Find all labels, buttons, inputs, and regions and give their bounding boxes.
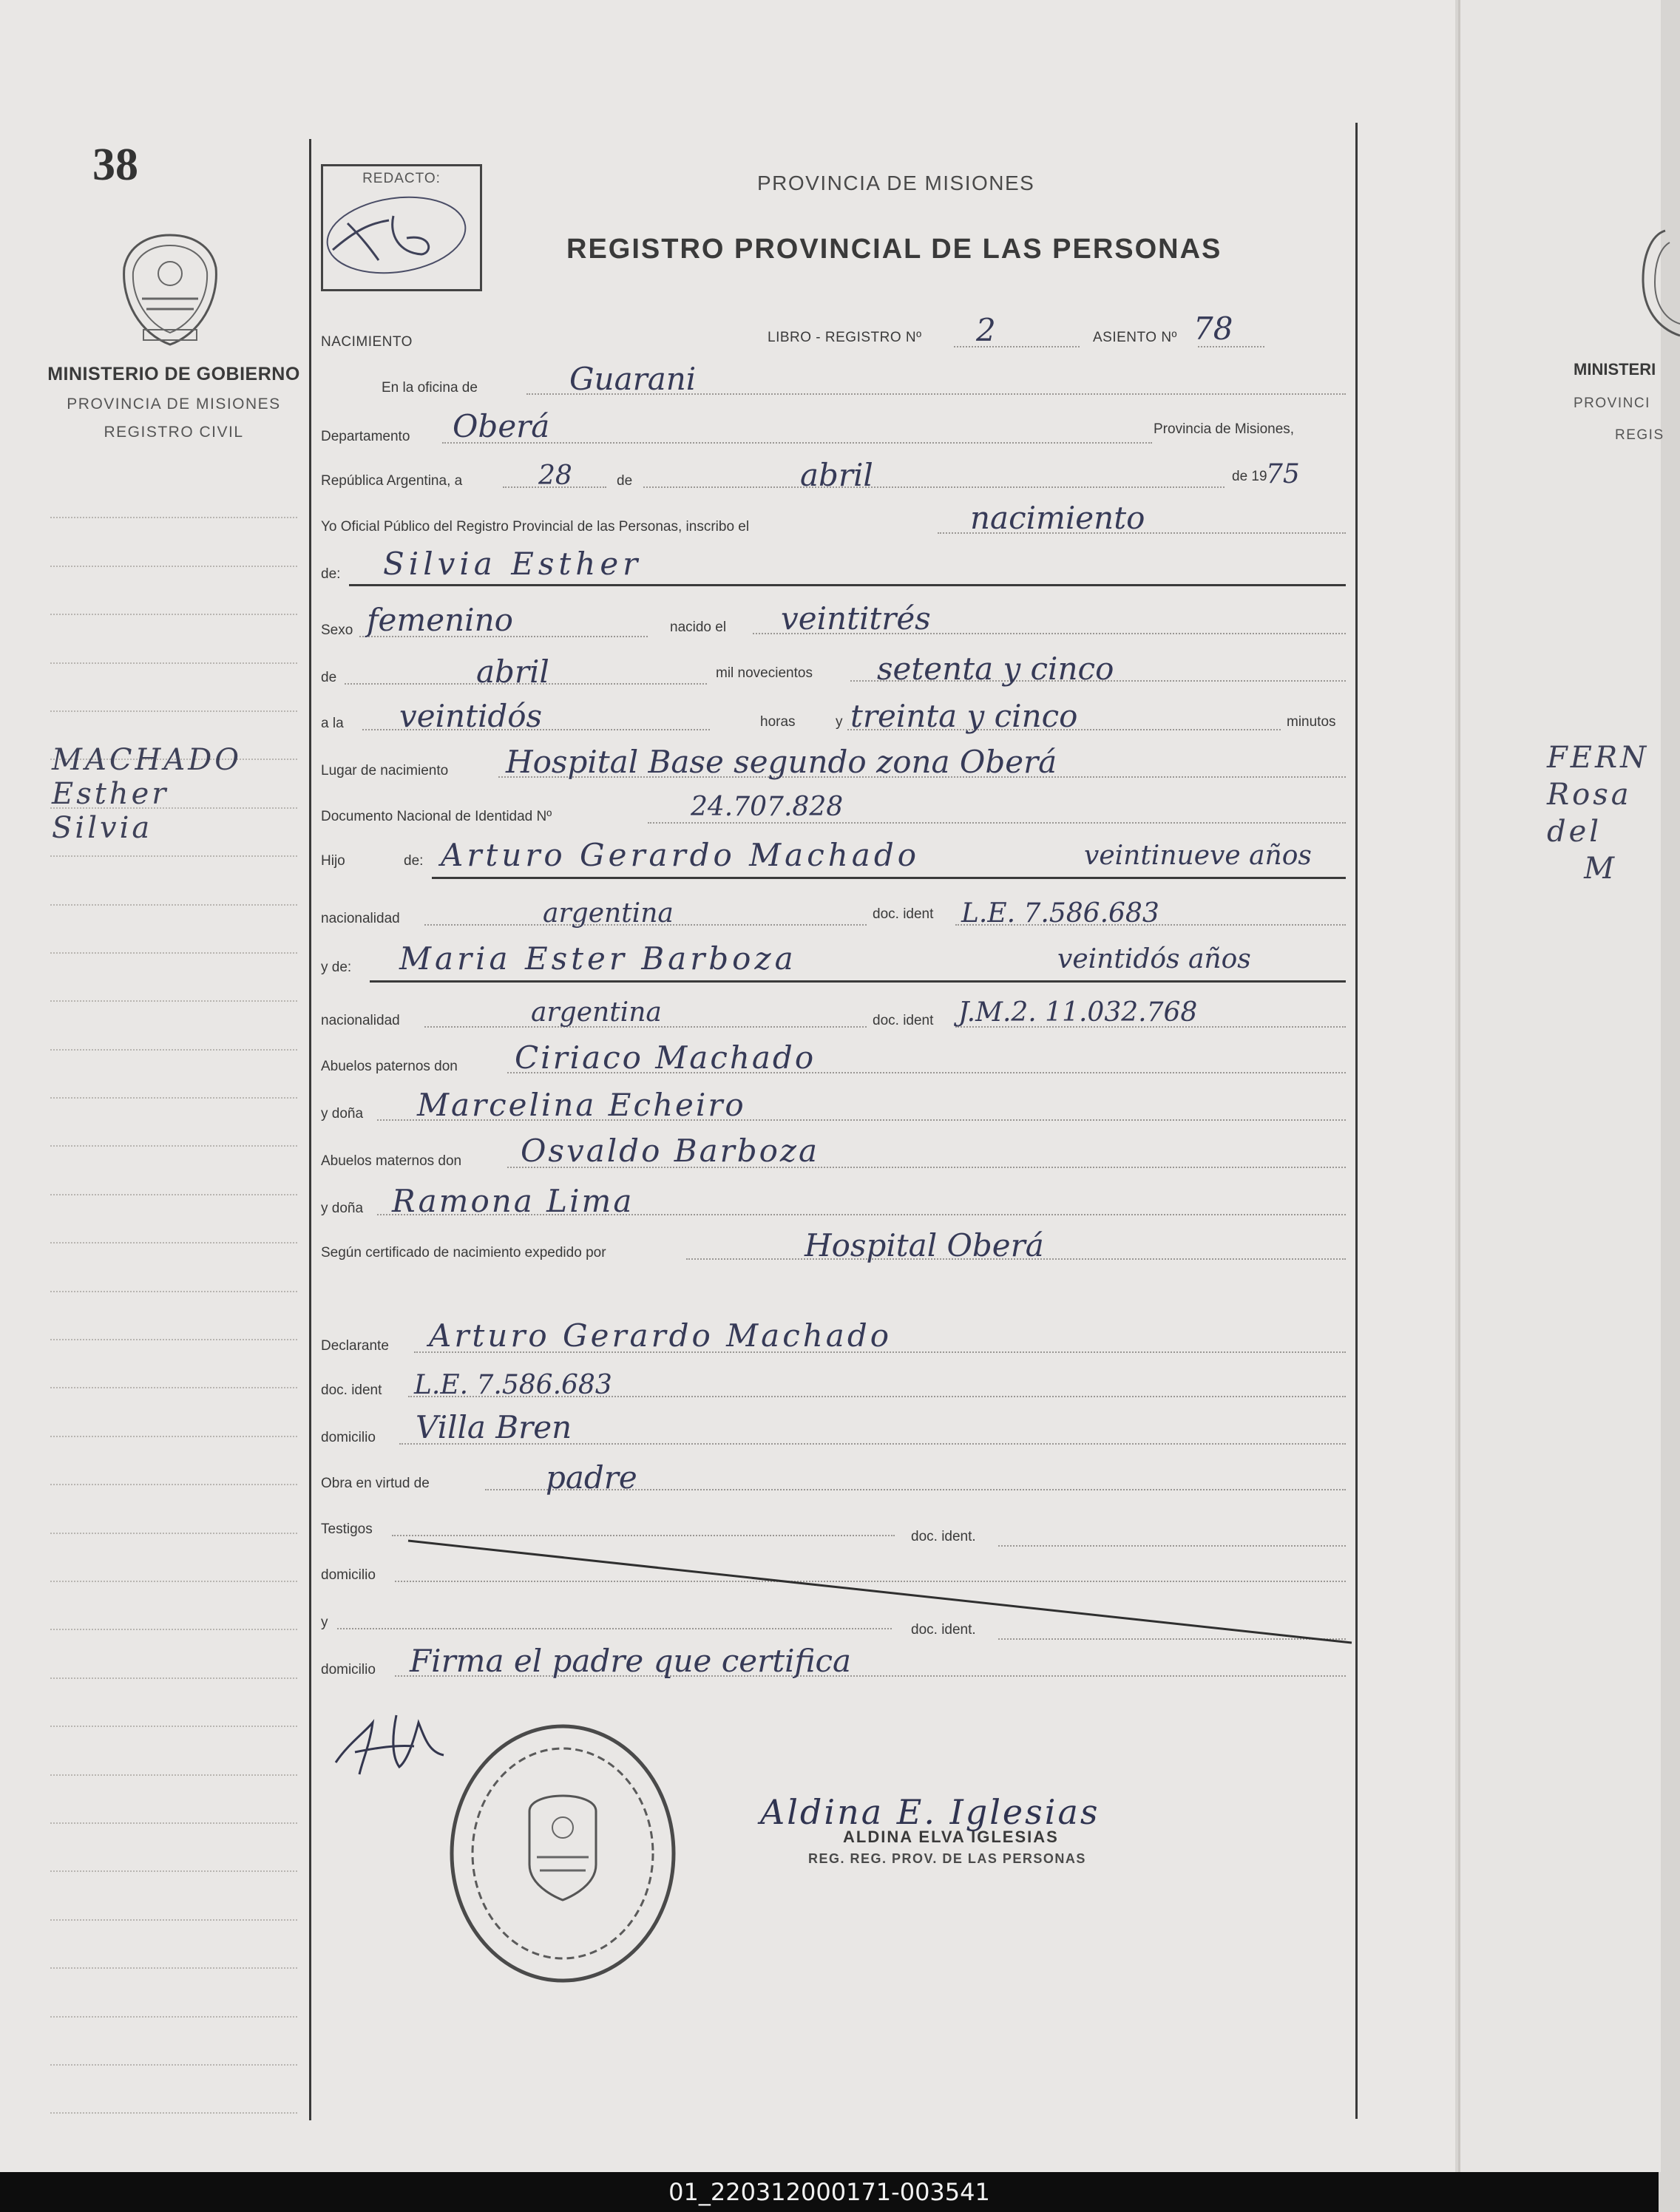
ministry-registry: REGISTRO CIVIL — [104, 424, 244, 441]
de4-label: de: — [404, 853, 424, 869]
margin-note-line: MACHADO — [52, 743, 243, 777]
asiento-value: 78 — [1193, 311, 1233, 347]
declarante-doc-value: L.E. 7.586.683 — [414, 1370, 612, 1400]
declarante-label: Declarante — [321, 1338, 389, 1354]
horas-label: horas — [760, 714, 796, 730]
firma-note: Firma el padre que certifica — [410, 1643, 852, 1679]
hijo-label: Hijo — [321, 853, 345, 869]
madre-value: Maria Ester Barboza — [399, 940, 797, 977]
ministry-heading — [30, 364, 318, 441]
de-label: de — [617, 473, 633, 489]
minutos-value: treinta y cinco — [850, 698, 1078, 734]
testigos-label: Testigos — [321, 1521, 373, 1537]
abuela-m-value: Ramona Lima — [392, 1183, 634, 1219]
anio-label: de 19 — [1232, 469, 1267, 484]
oficial-label: Yo Oficial Público del Registro Provincial de las Personas, inscribo el — [321, 519, 750, 535]
document-page-right — [1458, 0, 1661, 2172]
oficial-value: nacimiento — [970, 500, 1145, 536]
madre-doc-value: J.M.2. 11.032.768 — [958, 997, 1198, 1028]
domicilio-label: domicilio — [321, 1430, 376, 1445]
lugar-value: Hospital Base segundo zona Oberá — [506, 744, 1057, 780]
domicilio3-label: domicilio — [321, 1662, 376, 1677]
mes2-value: abril — [476, 654, 549, 690]
docident2-label: doc. ident — [321, 1382, 382, 1398]
registrar-signature: Aldina E. Iglesias — [760, 1792, 1100, 1832]
de3-label: de — [321, 670, 337, 685]
alas-label: a la — [321, 716, 344, 731]
minutos-label: minutos — [1287, 714, 1336, 730]
sexo-value: femenino — [367, 602, 513, 638]
yde-label: y de: — [321, 960, 352, 975]
y2-label: y — [321, 1615, 328, 1630]
madre-edad: veintidós años — [1057, 944, 1251, 974]
madre-nac-value: argentina — [531, 997, 662, 1028]
padre-edad: veintinueve años — [1084, 841, 1312, 871]
oficina-label: En la oficina de — [382, 380, 478, 396]
nacimiento-label: NACIMIENTO — [321, 334, 413, 350]
right-page-registry: REGIS — [1615, 427, 1664, 443]
domicilio2-label: domicilio — [321, 1567, 376, 1583]
mes-value: abril — [800, 457, 873, 493]
y-label: y — [836, 714, 843, 730]
province-title: PROVINCIA DE MISIONES — [757, 172, 1035, 194]
sexo-label: Sexo — [321, 622, 353, 638]
coat-of-arms-icon — [118, 231, 222, 349]
padre-value: Arturo Gerardo Machado — [441, 837, 921, 873]
oficina-value: Guarani — [569, 361, 697, 397]
margin-ruled-lines — [50, 470, 297, 2114]
nacido-label: nacido el — [670, 620, 727, 635]
margin-note — [52, 743, 242, 845]
dni-value: 24.707.828 — [691, 792, 844, 822]
dia-value: 28 — [538, 461, 572, 491]
abuela-p-value: Marcelina Echeiro — [417, 1087, 746, 1123]
lugar-label: Lugar de nacimiento — [321, 763, 449, 778]
nacido-value: veintitrés — [781, 600, 931, 637]
right-page-margin-note: FERN Rosa del M — [1547, 741, 1650, 886]
padre-nac-value: argentina — [543, 898, 674, 929]
mil-value: setenta y cinco — [877, 651, 1114, 687]
redacto-label: REDACTO: — [362, 171, 441, 186]
form-frame-left — [309, 139, 311, 2120]
domicilio-value: Villa Bren — [416, 1409, 572, 1445]
dni-label: Documento Nacional de Identidad Nº — [321, 809, 552, 824]
abuelo-p-value: Ciriaco Machado — [515, 1039, 816, 1076]
libro-value: 2 — [976, 312, 996, 348]
coat-of-arms-icon — [1636, 228, 1680, 339]
abuelos-m-label: Abuelos maternos don — [321, 1153, 462, 1169]
initials-mark — [318, 186, 470, 284]
docident4-label: doc. ident. — [911, 1622, 976, 1638]
official-stamp — [441, 1717, 685, 1990]
horas-value: veintidós — [399, 698, 543, 734]
page-number: 38 — [92, 140, 138, 190]
nombre-value: Silvia Esther — [383, 546, 643, 582]
ministry-province: PROVINCIA DE MISIONES — [67, 396, 281, 413]
docident-label: doc. ident — [873, 1013, 934, 1028]
asiento-label: ASIENTO Nº — [1093, 330, 1177, 345]
de2-label: de: — [321, 566, 341, 582]
abuelo-m-value: Osvaldo Barboza — [521, 1133, 820, 1169]
docident-label: doc. ident — [873, 906, 934, 922]
right-page-ministry: MINISTERI — [1574, 360, 1656, 379]
registry-title: REGISTRO PROVINCIAL DE LAS PERSONAS — [566, 234, 1222, 265]
image-id-bar — [0, 2172, 1659, 2212]
right-page-province: PROVINCI — [1574, 396, 1650, 411]
certificado-value: Hospital Oberá — [805, 1227, 1044, 1263]
registrar-role: REG. REG. PROV. DE LAS PERSONAS — [808, 1851, 1086, 1866]
departamento-value: Oberá — [453, 408, 550, 444]
departamento-label: Departamento — [321, 429, 410, 444]
libro-label: LIBRO - REGISTRO Nº — [768, 330, 922, 345]
abuelos-p-label: Abuelos paternos don — [321, 1059, 458, 1074]
nacionalidad-label: nacionalidad — [321, 1013, 400, 1028]
margin-note-line: Silvia — [52, 811, 153, 845]
image-id-text: 01_220312000171-003541 — [668, 2178, 990, 2206]
margin-note-line: Esther — [52, 777, 169, 811]
provincia-label: Provincia de Misiones, — [1154, 421, 1295, 437]
ydona-label: y doña — [321, 1106, 364, 1122]
registrar-name: ALDINA ELVA IGLESIAS — [843, 1828, 1059, 1846]
anio-value: 75 — [1266, 459, 1300, 489]
docident3-label: doc. ident. — [911, 1529, 976, 1544]
padre-doc-value: L.E. 7.586.683 — [961, 898, 1159, 929]
republica-label: República Argentina, a — [321, 473, 463, 489]
mil-label: mil novecientos — [716, 665, 813, 681]
certificado-label: Según certificado de nacimiento expedido por — [321, 1245, 606, 1261]
ydona-label: y doña — [321, 1201, 364, 1216]
obra-value: padre — [546, 1459, 637, 1496]
obra-label: Obra en virtud de — [321, 1476, 430, 1491]
strike-through-line — [408, 1538, 1355, 1649]
ministry-name: MINISTERIO DE GOBIERNO — [47, 364, 300, 384]
nacionalidad-label: nacionalidad — [321, 911, 400, 926]
form-frame-right — [1355, 123, 1358, 2119]
declarante-value: Arturo Gerardo Machado — [429, 1317, 892, 1354]
